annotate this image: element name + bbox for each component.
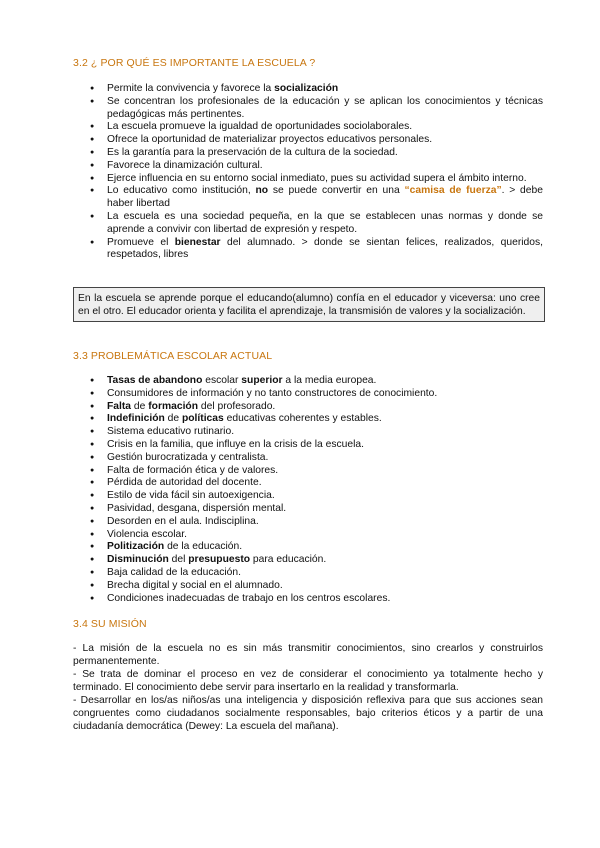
- list-item: ● Sistema educativo rutinario.: [73, 426, 543, 439]
- list-item: ● Es la garantía para la preservación de la cultura de la sociedad.: [73, 147, 543, 160]
- list-item: ● Permite la convivencia y favorece la socialización: [73, 83, 543, 96]
- list-item: ● La escuela promueve la igualdad de oportunidades sociolaborales.: [73, 121, 543, 134]
- list-item: ● Pérdida de autoridad del docente.: [73, 477, 543, 490]
- section-3-4-heading: 3.4 SU MISIÓN: [73, 618, 147, 630]
- list-item: ● Politización de la educación.: [73, 541, 543, 554]
- section-3-3-list: [73, 375, 543, 605]
- mission-paragraph: - Se trata de dominar el proceso en vez de considerar el conocimiento ya totalmente hecho y terminado. El conocimiento debe servir para insertarlo en la realidad y transformarla.: [73, 669, 543, 693]
- section-3-2-list: [73, 83, 543, 262]
- list-item: ● Condiciones inadecuadas de trabajo en los centros escolares.: [73, 593, 543, 606]
- list-item: ● Falta de formación del profesorado.: [73, 401, 543, 414]
- list-item: ● Lo educativo como institución, no se puede convertir en una “camisa de fuerza”. > debe haber libertad: [73, 185, 543, 211]
- mission-paragraph: - Desarrollar en los/as niños/as una inteligencia y disposición reflexiva para que sus acciones sean congruentes como ciudadanos socialmente responsables, bajo criterios éticos y a partir de una ciudadanía democrática (Dewey: La escuela del mañana).: [73, 695, 543, 732]
- list-item: ● La escuela es una sociedad pequeña, en la que se establecen unas normas y donde se aprende a convivir con libertad de expresión y respeto.: [73, 211, 543, 237]
- section-3-3-heading: 3.3 PROBLEMÁTICA ESCOLAR ACTUAL: [73, 350, 273, 362]
- mission-paragraph: - La misión de la escuela no es sin más transmitir conocimientos, sino crearlos y construirlos permanentemente.: [73, 643, 543, 667]
- list-item: ● Gestión burocratizada y centralista.: [73, 452, 543, 465]
- list-item: ● Indefinición de políticas educativas coherentes y estables.: [73, 413, 543, 426]
- list-item: ● Consumidores de información y no tanto constructores de conocimiento.: [73, 388, 543, 401]
- list-item: ● Disminución del presupuesto para educación.: [73, 554, 543, 567]
- list-item: ● Ejerce influencia en su entorno social inmediato, pues su actividad supera el ámbito interno.: [73, 173, 543, 186]
- list-item: ● Tasas de abandono escolar superior a la media europea.: [73, 375, 543, 388]
- list-item: ● Baja calidad de la educación.: [73, 567, 543, 580]
- summary-box: En la escuela se aprende porque el educando(alumno) confía en el educador y viceversa: uno cree en el otro. El educador orienta y facilita el aprendizaje, la transmisión de valores y la socialización.: [73, 287, 545, 322]
- list-item: ● Falta de formación ética y de valores.: [73, 465, 543, 478]
- list-item: ● Crisis en la familia, que influye en la crisis de la escuela.: [73, 439, 543, 452]
- list-item: ● Brecha digital y social en el alumnado.: [73, 580, 543, 593]
- list-item: ● Se concentran los profesionales de la educación y se aplican los conocimientos y técnicas pedagógicas más pertinentes.: [73, 96, 543, 122]
- list-item: ● Estilo de vida fácil sin autoexigencia.: [73, 490, 543, 503]
- list-item: ● Ofrece la oportunidad de materializar proyectos educativos personales.: [73, 134, 543, 147]
- list-item: ● Desorden en el aula. Indisciplina.: [73, 516, 543, 529]
- section-3-2-heading: 3.2 ¿ POR QUÉ ES IMPORTANTE LA ESCUELA ?: [73, 57, 316, 69]
- highlight-text: “camisa de fuerza”: [404, 185, 502, 197]
- list-item: ● Violencia escolar.: [73, 529, 543, 542]
- list-item: ● Favorece la dinamización cultural.: [73, 160, 543, 173]
- list-item: ● Promueve el bienestar del alumnado. > donde se sientan felices, realizados, queridos, respetados, libres: [73, 237, 543, 263]
- list-item: ● Pasividad, desgana, dispersión mental.: [73, 503, 543, 516]
